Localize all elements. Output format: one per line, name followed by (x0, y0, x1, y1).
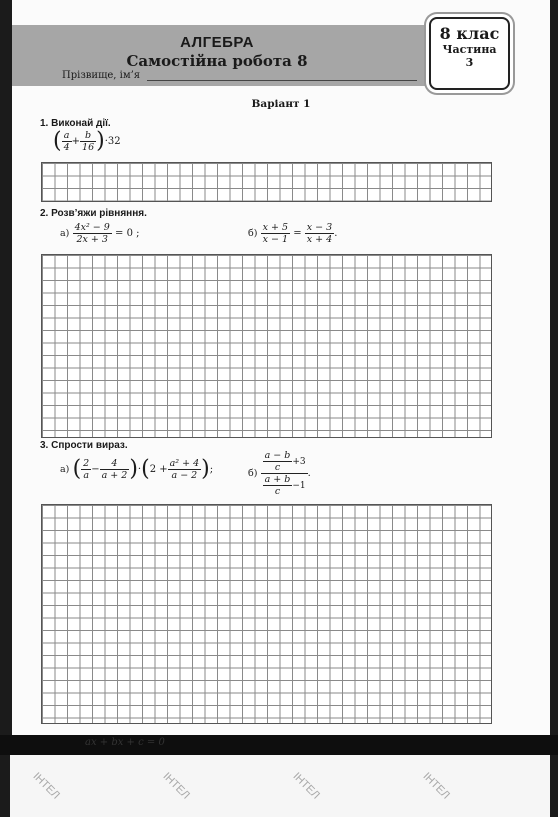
frac-num: a (62, 130, 72, 142)
watermark: ІНТЕЛ (290, 770, 322, 802)
frac-num: a² + 4 (169, 458, 200, 469)
frac-num: x − 3 (306, 222, 333, 233)
task-1-expression: ( $\frac{a}{4}$ + $\frac{b}{16}$ )·32 (53, 128, 121, 154)
name-label: Прізвище, ім’я (62, 70, 141, 81)
worksheet-page (12, 0, 550, 735)
watermark: ІНТЕЛ (30, 770, 62, 802)
frac-den: c (274, 486, 281, 497)
period: . (307, 468, 311, 479)
minus-sign: − (91, 464, 100, 475)
item-label: б) (248, 468, 258, 479)
complex-denominator (261, 474, 308, 497)
frac-den: c (274, 462, 281, 473)
answer-grid-2[interactable] (41, 254, 492, 438)
frac-den: 4 (63, 142, 70, 153)
frac-den: 16 (82, 142, 95, 153)
task-3b-expression (248, 450, 311, 497)
frac-den: a − 2 (171, 470, 198, 481)
answer-grid-3[interactable] (41, 504, 492, 724)
frac-num: a − b (264, 450, 291, 461)
task-2b-expression (248, 222, 337, 245)
dot-operator: · (137, 464, 142, 475)
frac-den: 2x + 3 (76, 234, 108, 245)
variant-title: Варіант 1 (251, 98, 311, 110)
grade-text: 8 клас (439, 24, 500, 43)
plus-sign: + (71, 136, 81, 147)
watermark: ІНТЕЛ (420, 770, 452, 802)
multiplier: ·32 (104, 136, 121, 147)
frac-den: a (83, 470, 90, 481)
item-label: а) (60, 228, 70, 239)
part-number: 3 (465, 56, 474, 69)
frac-num: 2 (83, 458, 90, 469)
name-line (147, 80, 417, 81)
item-label: а) (60, 464, 70, 475)
page-bottom-edge (0, 735, 558, 755)
frac-den: x − 1 (262, 234, 289, 245)
period: . (334, 228, 338, 239)
item-label: б) (248, 228, 258, 239)
frac-num: b (80, 130, 96, 142)
frac-den: a + 2 (101, 470, 128, 481)
task-2a-expression (60, 222, 139, 245)
grade-badge (429, 17, 510, 90)
frac-num: a + b (264, 474, 291, 485)
equals-sign: = (293, 228, 302, 239)
task-1-heading: 1. Виконай дії. (40, 118, 111, 129)
part-label: Частина (442, 43, 497, 56)
semicolon: ; (209, 464, 214, 475)
minus-one: −1 (292, 481, 306, 491)
plus-three: +3 (292, 457, 306, 467)
answer-grid-1[interactable] (41, 162, 492, 202)
complex-numerator (261, 450, 308, 474)
task-2-heading: 2. Розв’яжи рівняння. (40, 208, 147, 219)
bleed-text: ax + bx + c = 0 (85, 737, 165, 748)
subject-title: АЛГЕБРА (180, 34, 254, 51)
frac-num: x + 5 (262, 222, 289, 233)
work-title: Самостійна робота 8 (126, 52, 308, 70)
task-3-heading: 3. Спрости вираз. (40, 440, 128, 451)
task-3a-expression: а) ( $\frac{2}{a}$ − $\frac{4}{a + 2}$ )·(2 + $\frac{\text{a² + 4}}{a - 2}$ ); (60, 456, 214, 482)
watermark: ІНТЕЛ (160, 770, 192, 802)
addend: 2 + (149, 464, 168, 475)
next-page-edge (10, 755, 550, 817)
frac-num: 4x² − 9 (74, 222, 110, 233)
equation-rhs: = 0 ; (115, 228, 140, 239)
frac-den: x + 4 (306, 234, 333, 245)
frac-num: 4 (100, 458, 130, 470)
